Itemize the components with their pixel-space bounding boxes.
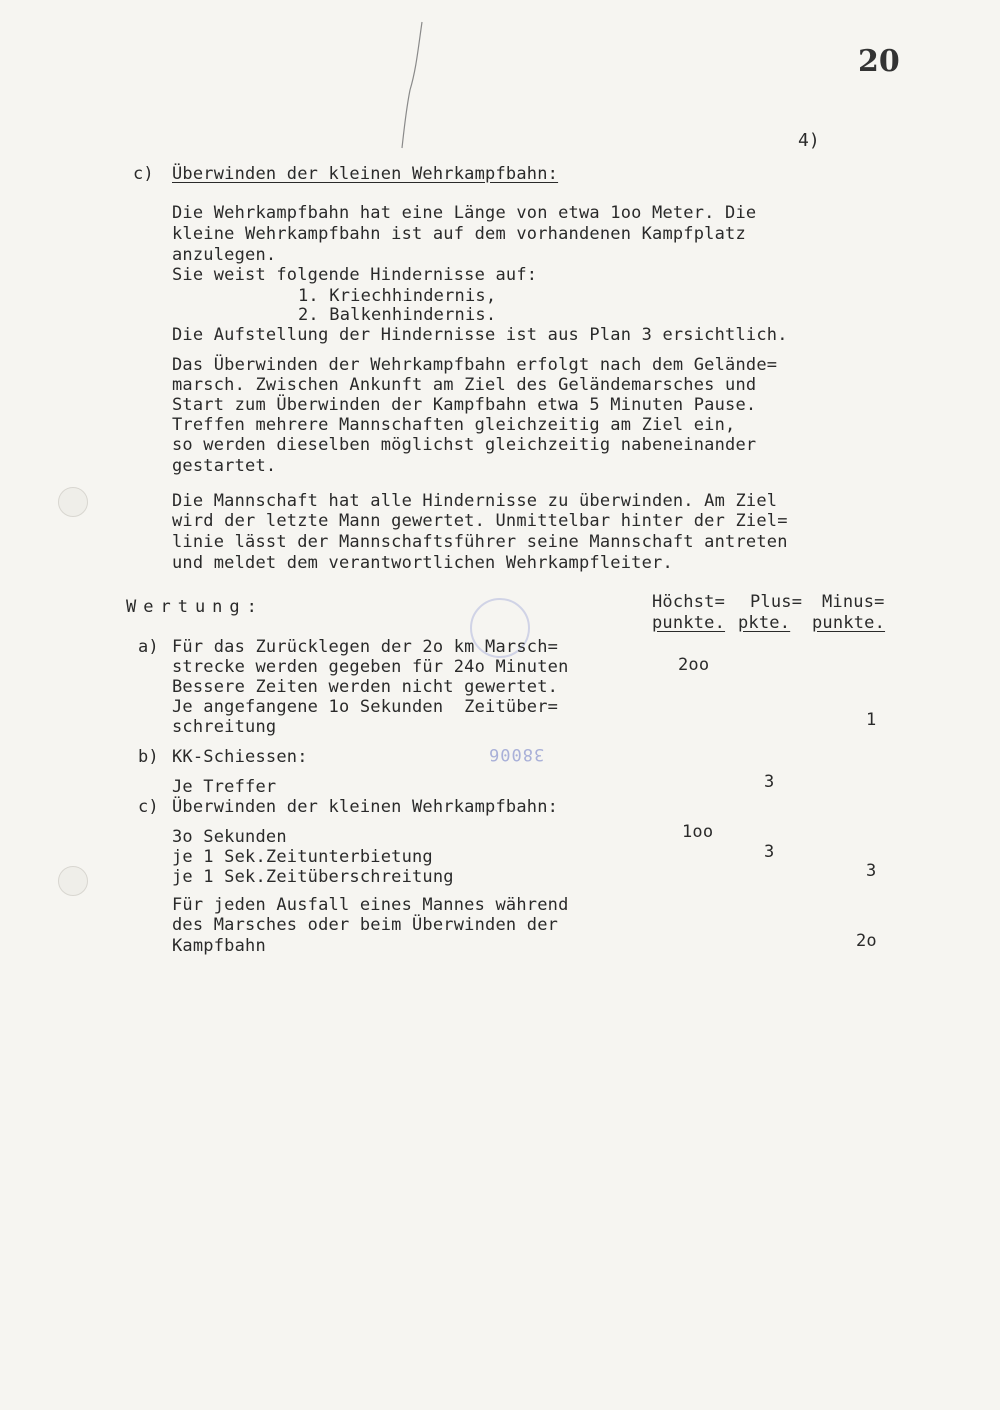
item-title: Überwinden der kleinen Wehrkampfbahn: bbox=[172, 797, 559, 817]
wertung-title: Wertung: bbox=[126, 597, 264, 617]
item-letter: b) bbox=[138, 747, 159, 767]
text-line: linie lässt der Mannschaftsführer seine Mannschaft antreten bbox=[172, 532, 788, 552]
text-line: strecke werden gegeben für 24o Minuten bbox=[172, 657, 569, 677]
text-line: so werden dieselben möglichst gleichzeitig nabeneinander bbox=[172, 435, 757, 455]
text-line: kleine Wehrkampfbahn ist auf dem vorhandenen Kampfplatz bbox=[172, 224, 746, 244]
text-line: je 1 Sek.Zeitunterbietung bbox=[172, 847, 433, 867]
item-letter: a) bbox=[138, 637, 159, 657]
points-plus: 3 bbox=[764, 772, 775, 792]
punch-hole bbox=[58, 487, 88, 517]
col-minus-line2: punkte. bbox=[812, 613, 886, 633]
text-line: Start zum Überwinden der Kampfbahn etwa 5 Minuten Pause. bbox=[172, 395, 757, 415]
item-letter: c) bbox=[138, 797, 159, 817]
points-hoechst: 1oo bbox=[682, 822, 714, 842]
text-line: Die Mannschaft hat alle Hindernisse zu überwinden. Am Ziel bbox=[172, 491, 778, 511]
text-line: Die Wehrkampfbahn hat eine Länge von etwa 1oo Meter. Die bbox=[172, 203, 757, 223]
points-plus: 3 bbox=[764, 842, 775, 862]
col-hoechst-line2: punkte. bbox=[652, 613, 726, 633]
stamp-number: 38006 bbox=[488, 744, 545, 764]
text-line: Für jeden Ausfall eines Mannes während bbox=[172, 895, 569, 915]
text-line: je 1 Sek.Zeitüberschreitung bbox=[172, 867, 454, 887]
col-plus-line1: Plus= bbox=[750, 592, 803, 612]
text-line: Sie weist folgende Hindernisse auf: bbox=[172, 265, 538, 285]
text-line: Kampfbahn bbox=[172, 936, 266, 956]
text-line: anzulegen. bbox=[172, 245, 277, 265]
punch-hole bbox=[58, 866, 88, 896]
text-line: Die Aufstellung der Hindernisse ist aus Plan 3 ersichtlich. bbox=[172, 325, 788, 345]
points-minus: 1 bbox=[866, 710, 877, 730]
text-line: Treffen mehrere Mannschaften gleichzeitig am Ziel ein, bbox=[172, 415, 736, 435]
text-line: gestartet. bbox=[172, 456, 277, 476]
text-line: wird der letzte Mann gewertet. Unmittelbar hinter der Ziel= bbox=[172, 511, 788, 531]
obstacle-item: 2. Balkenhindernis. bbox=[298, 305, 497, 325]
points-hoechst: 2oo bbox=[678, 655, 710, 675]
obstacle-item: 1. Kriechhindernis, bbox=[298, 286, 497, 306]
text-line: 3o Sekunden bbox=[172, 827, 287, 847]
page-number: 4) bbox=[798, 130, 820, 151]
text-line: Das Überwinden der Wehrkampfbahn erfolgt nach dem Gelände= bbox=[172, 355, 778, 375]
section-heading: Überwinden der kleinen Wehrkampfbahn: bbox=[172, 164, 559, 184]
col-plus-line2: pkte. bbox=[738, 613, 791, 633]
text-line: des Marsches oder beim Überwinden der bbox=[172, 915, 559, 935]
section-letter: c) bbox=[133, 164, 154, 184]
text-line: schreitung bbox=[172, 717, 277, 737]
text-line: marsch. Zwischen Ankunft am Ziel des Geländemarsches und bbox=[172, 375, 757, 395]
points-minus: 3 bbox=[866, 861, 877, 881]
text-line: Für das Zurücklegen der 2o km Marsch= bbox=[172, 637, 559, 657]
col-hoechst-line1: Höchst= bbox=[652, 592, 726, 612]
text-line: Je angefangene 1o Sekunden Zeitüber= bbox=[172, 697, 559, 717]
paper-tear-mark bbox=[394, 20, 434, 150]
text-line: Je Treffer bbox=[172, 777, 277, 797]
col-minus-line1: Minus= bbox=[822, 592, 885, 612]
text-line: Bessere Zeiten werden nicht gewertet. bbox=[172, 677, 559, 697]
folio-number: 20 bbox=[858, 44, 900, 79]
item-title: KK-Schiessen: bbox=[172, 747, 308, 767]
text-line: und meldet dem verantwortlichen Wehrkampfleiter. bbox=[172, 553, 673, 573]
points-minus: 2o bbox=[856, 931, 877, 951]
